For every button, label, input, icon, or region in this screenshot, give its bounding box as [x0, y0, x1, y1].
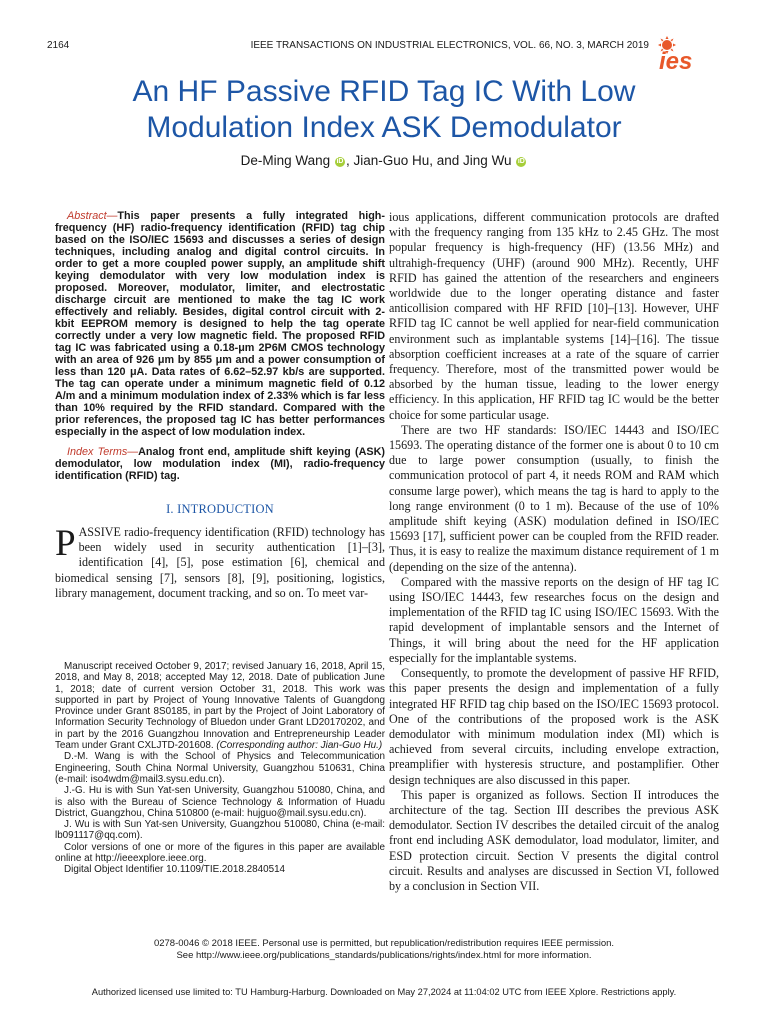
footnote-hu: J.-G. Hu is with Sun Yat-sen University, Guangzhou 510080, China, and is also with the Bureau of Science Technology & Information of Huadu District, Guangzhou, China 510800 (e-mail: hujguo@mail.sysu.edu.cn). [55, 785, 385, 819]
paper-title [40, 74, 728, 146]
body-paragraph: There are two HF standards: ISO/IEC 14443 and ISO/IEC 15693. The operating distance of the former one is about 0 to 10 cm due to large power consumption (usually, to finish the communication protocol of part 4, it needs ROM and RAM which consume large power), which means the tag is hard to apply to the long range environment (0 to 1 m). Because of the use of 10% amplitude shift keying (ASK) modulation defined in ISO/IEC 15693 [17], sufficient power can be coupled from the RFID reader. Thus, it is easy to realize the maximum distance requirement of 1 m (depending on the size of the antenna). [389, 422, 719, 574]
footnotes [55, 661, 385, 876]
authors [0, 153, 768, 168]
body-paragraph: ious applications, different communication protocols are drafted with the frequency ranging from 135 kHz to 2.45 GHz. The most popular frequency is high-frequency (HF) (13.56 MHz) and ultrahigh-frequency (UHF) (around 900 MHz). Recently, UHF RFID has gained the attention of the researchers and engineers worldwide due to the longer operating distance and faster anticollision compared with HF RFID [10]–[13]. However, UHF RFID tag IC cannot be well applied for near-field communication environment such as implantable systems [14]–[16]. The tissue absorption coefficient increases at a rate of the square of carrier frequency. Therefore, most of the transmitted power would be absorbed by the human tissue, leading to the lower energy efficiency. In this application, HF RFID tag IC would be the better choice for some particular usage. [389, 210, 719, 422]
journal-header: IEEE TRANSACTIONS ON INDUSTRIAL ELECTRONICS, VOL. 66, NO. 3, MARCH 2019 [250, 40, 649, 51]
logo-text: ies [659, 48, 693, 72]
authorized-use-notice: Authorized licensed use limited to: TU Hamburg-Harburg. Downloaded on May 27,2024 at 11:04:02 UTC from IEEE Xplore. Restrictions apply. [91, 987, 677, 997]
section-heading-introduction: I. INTRODUCTION [166, 502, 274, 516]
footnote-wu: J. Wu is with Sun Yat-sen University, Guangzhou 510080, China (e-mail: lb091117@qq.com). [55, 819, 385, 842]
ies-logo [657, 36, 727, 72]
author-separator-1: , [345, 153, 354, 168]
footnote-manuscript-text: Manuscript received October 9, 2017; revised January 16, 2018, April 15, 2018, and May 8, 2018; accepted May 12, 2018. Date of publication June 1, 2018; date of current version October 31, 2018. This work was supported in part by Project of Young Innovative Talents of Guangdong Province under Grant 8S0185, in part by the Project of Joint Laboratory of Information Security Technology of Bluedon under Grant LD20170202, and in part by the 2016 Guangzhou Innovation and Entrepreneurship Leader Team under Grant CXLJTD-201608. [55, 661, 385, 752]
index-terms-text: Analog front end, amplitude shift keying (ASK) demodulator, low modulation index (MI), radio-frequency identification (RFID) tag. [55, 446, 385, 482]
copyright-notice [0, 938, 768, 961]
copyright-line-2: See http://www.ieee.org/publications_standards/publications/rights/index.html for more information. [176, 949, 592, 961]
author-1: De-Ming Wang [240, 153, 331, 168]
body-paragraph: Consequently, to promote the development of passive HF RFID, this paper presents the design and implementation of a fully integrated HF RFID tag chip based on the ISO/IEC 15693 protocol. One of the contributions of the proposed work is the ASK demodulator with minimum modulation index (MI) which is achieved from several circuits, including envelope extraction, preamplifier with hysteresis structure, and postamplifier. Other design techniques are also discussed in this paper. [389, 666, 719, 787]
intro-paragraph [55, 525, 385, 601]
page-number: 2164 [47, 40, 70, 51]
abstract-text: This paper presents a fully integrated high-frequency (HF) radio-frequency identification (RFID) tag chip based on the ISO/IEC 15693 and discusses a series of design techniques, including analog and digital control circuits. In order to get a more coupled power supply, an amplitude shift keying demodulator with very low modulation index is proposed. Moreover, modulator, limiter, and electrostatic discharge circuit are mentioned to make the tag IC work effectively and reliably. Besides, digital control circuit with 2-kbit EEPROM memory is designed to help the tag operate correctly under a very low magnetic field. The proposed RFID tag IC was fabricated using a 0.18-μm 2P6M CMOS technology with an area of 926 μm by 855 μm and a power consumption of less than 120 μA. Data rates of 6.62–52.97 kb/s are supported. The tag can operate under a minimum magnetic field of 0.12 A/m and a minimum modulation index of 2.33% which is far less than 10% required by the RFID standard. Compared with the prior references, the proposed tag IC has better performances especially in the aspect of low modulation index. [55, 210, 385, 438]
footnote-manuscript [55, 661, 385, 751]
author-separator-2: , and [429, 153, 464, 168]
body-paragraph: Compared with the massive reports on the design of HF tag IC using ISO/IEC 14443, few researches focus on the design and implementation of the RFID tag IC using ISO/IEC 15693. With the rapid development of implantable sensors and the Internet of Things, it will bring about the need for the HF application especially for the implantable systems. [389, 574, 719, 665]
author-2: Jian-Guo Hu [353, 153, 430, 168]
index-terms-lead: Index Terms— [67, 446, 139, 458]
abstract-lead: Abstract— [67, 210, 118, 222]
orcid-icon[interactable]: iD [517, 158, 525, 165]
right-column [389, 210, 719, 894]
footnote-doi: Digital Object Identifier 10.1109/TIE.2018.2840514 [64, 864, 286, 876]
left-column [55, 210, 385, 601]
orcid-icon[interactable]: iD [336, 158, 344, 165]
dropcap: P [55, 523, 76, 564]
title-line-2: Modulation Index ASK Demodulator [146, 111, 622, 144]
corresponding-author: (Corresponding author: Jian-Guo Hu.) [216, 740, 383, 752]
footnote-color: Color versions of one or more of the figures in this paper are available online at http://ieeexplore.ieee.org. [55, 841, 385, 865]
footnote-wang: D.-M. Wang is with the School of Physics and Telecommunication Engineering, South China Normal University, Guangzhou 510631, China (e-mail: iso4wdm@mail3.sysu.edu.cn). [55, 751, 385, 785]
title-line-1: An HF Passive RFID Tag IC With Low [132, 75, 636, 108]
index-terms [55, 446, 385, 482]
body-paragraph: This paper is organized as follows. Section II introduces the architecture of the tag. Section III describes the previous ASK demodulator. Section IV describes the detailed circuit of the analog front end including ASK demodulator, load modulator, limiter, and ESD protection circuit. Section V presents the digital control circuit. Results and analyses are discussed in Section VI, followed by a conclusion in Section VII. [389, 787, 719, 893]
abstract [55, 210, 385, 438]
copyright-line-1: 0278-0046 © 2018 IEEE. Personal use is permitted, but republication/redistribution requires IEEE permission. [153, 938, 615, 949]
intro-text: ASSIVE radio-frequency identification (RFID) technology has been widely used in security authentication [1]–[3], identification [4], [5], pose estimation [6], chemical and biomedical sensing [7], sensors [8], [9], positioning, logistics, library management, document tracking, and so on. To meet var- [55, 525, 385, 600]
ies-logo-icon [657, 36, 727, 72]
author-3: Jing Wu [463, 153, 512, 168]
